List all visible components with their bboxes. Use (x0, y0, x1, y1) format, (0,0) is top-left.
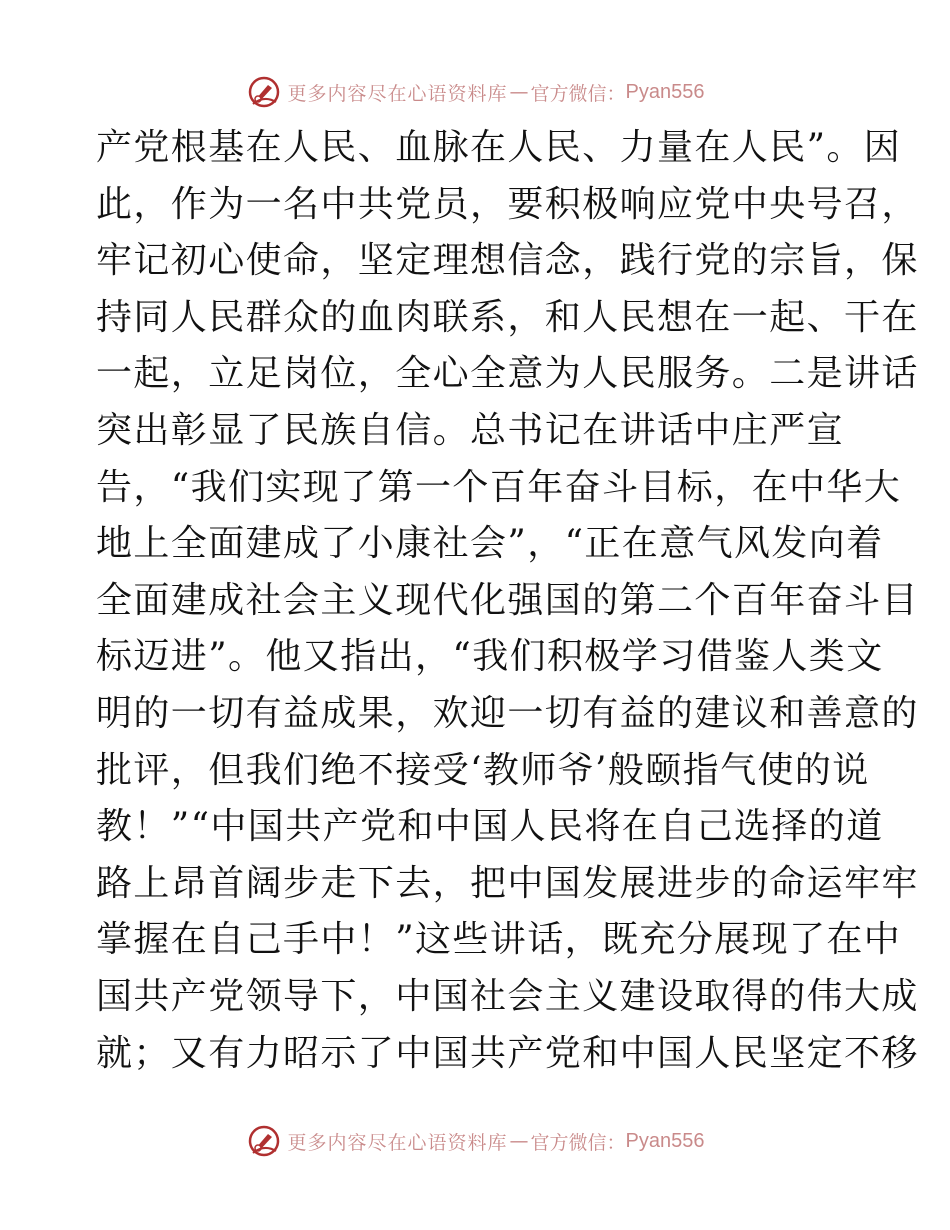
body-line: 告，“我们实现了第一个百年奋斗目标，在中华大 (96, 466, 902, 508)
body-line: 地上全面建成了小康社会”，“正在意气风发向着 (96, 523, 884, 565)
document-body (96, 120, 919, 1082)
body-line: 就；又有力昭示了中国共产党和中国人民坚定不移 (96, 1032, 919, 1074)
body-line: 牢记初心使命，坚定理想信念，践行党的宗旨，保 (96, 240, 919, 282)
body-line: 批评，但我们绝不接受‘教师爷’般颐指气使的说 (96, 749, 870, 791)
footer-watermark (0, 1121, 950, 1161)
watermark-text: 更多内容尽在心语资料库 (287, 82, 508, 105)
body-line: 路上昂首阔步走下去，把中国发展进步的命运牢牢 (96, 862, 919, 904)
brand-logo-icon (246, 1123, 282, 1159)
body-line: 明的一切有益成果，欢迎一切有益的建议和善意的 (96, 692, 919, 734)
watermark-dash: — (509, 81, 529, 103)
body-line: 国共产党领导下，中国社会主义建设取得的伟大成 (96, 975, 919, 1017)
watermark-wechat-label: 官方微信： (530, 82, 626, 105)
brand-logo-icon (246, 74, 282, 110)
body-line: 产党根基在人民、血脉在人民、力量在人民”。因 (96, 127, 902, 168)
body-line: 全面建成社会主义现代化强国的第二个百年奋斗目 (96, 579, 919, 621)
body-line: 此，作为一名中共党员，要积极响应党中央号召， (96, 183, 919, 225)
body-line: 标迈进”。他又指出，“我们积极学习借鉴人类文 (96, 636, 884, 678)
watermark-wechat-id: Pyan556 (625, 1129, 705, 1152)
watermark-wechat-id: Pyan556 (625, 80, 705, 103)
body-line: 教！”“中国共产党和中国人民将在自己选择的道 (96, 806, 884, 848)
body-line: 持同人民群众的血肉联系，和人民想在一起、干在 (96, 296, 919, 338)
header-watermark (0, 72, 950, 112)
body-line: 一起，立足岗位，全心全意为人民服务。二是讲话 (96, 353, 919, 395)
watermark-wechat-label: 官方微信： (530, 1131, 626, 1154)
body-line: 掌握在自己手中！”这些讲话，既充分展现了在中 (96, 919, 902, 961)
watermark-dash: — (509, 1130, 529, 1152)
watermark-text: 更多内容尽在心语资料库 (287, 1131, 508, 1154)
body-line: 突出彰显了民族自信。总书记在讲话中庄严宣 (96, 409, 845, 451)
